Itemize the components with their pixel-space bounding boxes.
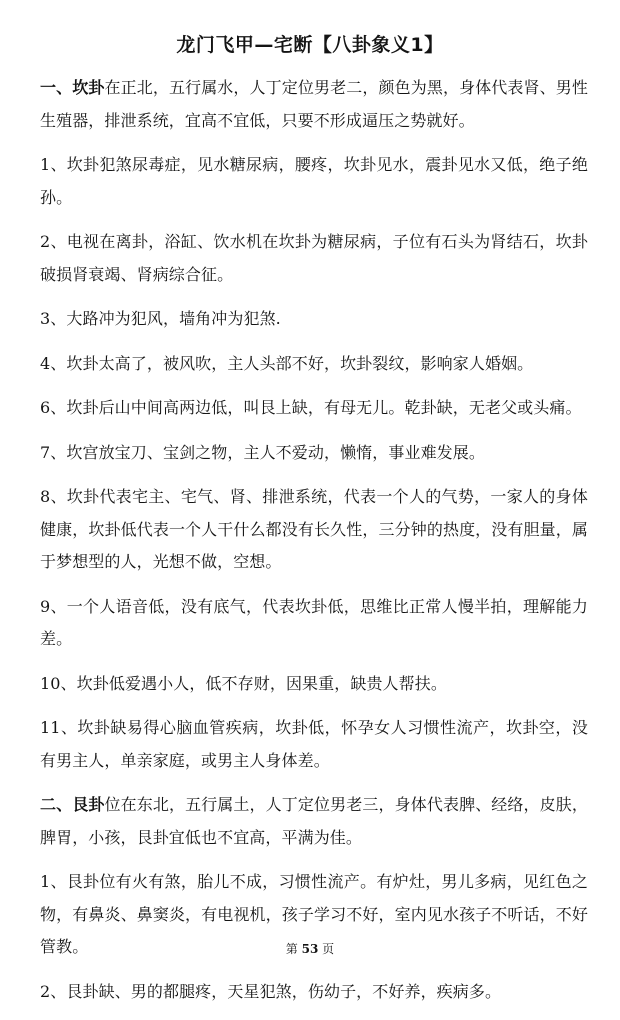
paragraph [40, 789, 588, 854]
paragraph [40, 712, 588, 777]
paragraph-text: 6、坎卦后山中间高两边低，叫艮上缺，有母无儿。乾卦缺，无老父或头痛。 [40, 398, 582, 417]
paragraph-text: 11、坎卦缺易得心脑血管疾病，坎卦低，怀孕女人习惯性流产，坎卦空，没有男主人，单亲家庭，或男主人身体差。 [40, 718, 588, 770]
paragraph-text: 8、坎卦代表宅主、宅气、肾、排泄系统，代表一个人的气势，一家人的身体健康，坎卦低代表一个人干什么都没有长久性，三分钟的热度，没有胆量，属于梦想型的人，光想不做，空想。 [40, 487, 588, 571]
page-footer [0, 940, 620, 957]
paragraph-text: 7、坎宫放宝刀、宝剑之物，主人不爱动，懒惰，事业难发展。 [40, 442, 485, 462]
paragraph [40, 437, 588, 470]
paragraph-text: 2、电视在离卦，浴缸、饮水机在坎卦为糖尿病，子位有石头为肾结石，坎卦破损肾衰竭、肾病综合征。 [40, 232, 588, 284]
footer-prefix: 第 [285, 942, 298, 956]
paragraph-text: 10、坎卦低爱遇小人，低不存财，因果重，缺贵人帮扶。 [40, 673, 447, 693]
paragraph-text: 2、艮卦缺、男的都腿疼，天星犯煞，伤幼子，不好养，疾病多。 [40, 981, 502, 1001]
paragraph [40, 72, 588, 137]
section-heading: 一、坎卦 [40, 78, 105, 97]
page-number: 53 [301, 942, 319, 956]
section-heading: 二、艮卦 [40, 795, 105, 814]
paragraph [40, 303, 588, 336]
paragraph [40, 976, 588, 1009]
paragraph-text: 3、大路冲为犯风，墙角冲为犯煞. [40, 309, 281, 328]
paragraph-text: 4、坎卦太高了，被风吹，主人头部不好，坎卦裂纹，影响家人婚姻。 [40, 353, 534, 373]
document-body [40, 72, 588, 1020]
paragraph [40, 226, 588, 291]
footer-suffix: 页 [322, 942, 335, 956]
paragraph [40, 392, 588, 425]
paragraph [40, 481, 588, 579]
paragraph-text: 位在东北，五行属土，人丁定位男老三，身体代表脾、经络，皮肤，脾胃，小孩，艮卦宜低也不宜高，平满为佳。 [40, 795, 588, 847]
paragraph-text: 在正北，五行属水，人丁定位男老二，颜色为黑，身体代表肾、男性生殖器，排泄系统，宜高不宜低，只要不形成逼压之势就好。 [40, 78, 588, 130]
paragraph [40, 348, 588, 381]
paragraph [40, 668, 588, 701]
paragraph-text: 1、艮卦位有火有煞，胎儿不成，习惯性流产。有炉灶，男儿多病，见红色之物，有鼻炎、鼻窦炎，有电视机，孩子学习不好，室内见水孩子不听话，不好管教。 [40, 872, 588, 956]
paragraph-text: 9、一个人语音低，没有底气，代表坎卦低，思维比正常人慢半拍，理解能力差。 [40, 596, 588, 648]
paragraph-text: 1、坎卦犯煞尿毒症，见水糖尿病，腰疼，坎卦见水，震卦见水又低，绝子绝孙。 [40, 155, 588, 207]
page-title: 龙门飞甲—宅断【八卦象义1】 [176, 34, 444, 56]
paragraph [40, 591, 588, 656]
paragraph [40, 149, 588, 214]
